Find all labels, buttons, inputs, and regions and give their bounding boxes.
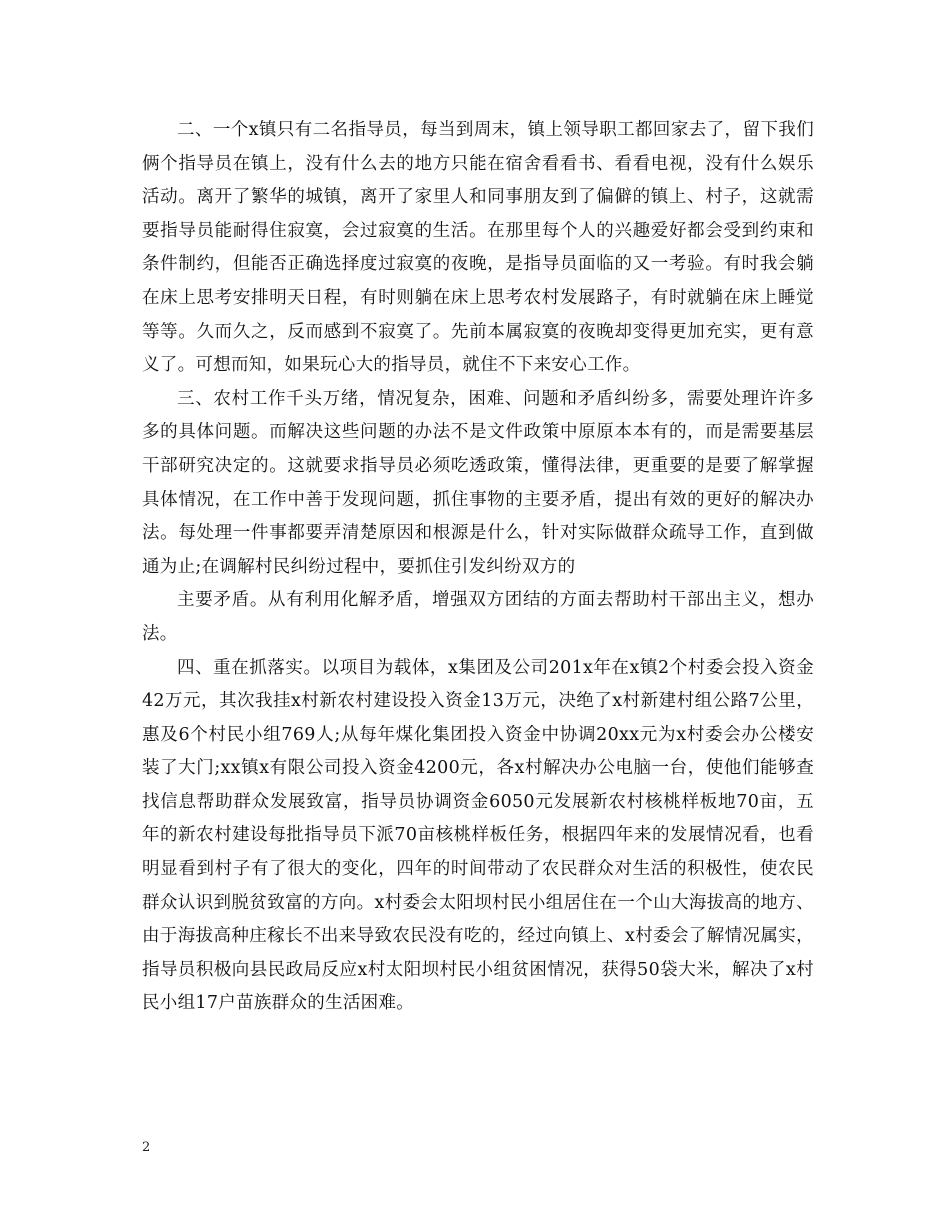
paragraph-section-four: 四、重在抓落实。以项目为载体，x集团及公司201x年在x镇2个村委会投入资金42万元，其次我挂x村新农村建设投入资金13万元，决绝了x村新建村组公路7公里，惠及6个村民小组769人;从每年煤化集团投入资金中协调20xx元为x村委会办公楼安装了大门;xx镇x有限公司投入资金4200元，各x村解决办公电脑一台，使他们能够查找信息帮助群众发展致富，指导员协调资金6050元发展新农村核桃样板地70亩，五年的新农村建设每批指导员下派70亩核桃样板任务，根据四年来的发展情况看，也看明显看到村子有了很大的变化，四年的时间带动了农民群众对生活的积极性，使农民群众认识到脱贫致富的方向。x村委会太阳坝村民小组居住在一个山大海拔高的地方、由于海拔高种庄稼长不出来导致农民没有吃的，经过向镇上、x村委会了解情况属实，指导员积极向县民政局反应x村太阳坝村民小组贫困情况，获得50袋大米，解决了x村民小组17户苗族群众的生活困难。	[142, 657, 814, 1014]
page-number: 2	[142, 1140, 151, 1155]
body-text	[142, 114, 814, 1021]
paragraph-section-three-continued: 主要矛盾。从有利用化解矛盾，增强双方团结的方面去帮助村干部出主义，想办法。	[142, 590, 814, 644]
paragraph-section-three: 三、农村工作千头万绪，情况复杂，困难、问题和矛盾纠纷多，需要处理许许多多的具体问题。而解决这些问题的办法不是文件政策中原原本本有的，而是需要基层干部研究决定的。这就要求指导员必须吃透政策，懂得法律，更重要的是要了解掌握具体情况，在工作中善于发现问题，抓住事物的主要矛盾，提出有效的更好的解决办法。每处理一件事都要弄清楚原因和根源是什么，针对实际做群众疏导工作，直到做通为止;在调解村民纠纷过程中，要抓住引发纠纷双方的	[142, 388, 814, 577]
paragraph-section-two: 二、一个x镇只有二名指导员，每当到周末，镇上领导职工都回家去了，留下我们俩个指导员在镇上，没有什么去的地方只能在宿舍看看书、看看电视，没有什么娱乐活动。离开了繁华的城镇，离开了家里人和同事朋友到了偏僻的镇上、村子，这就需要指导员能耐得住寂寞，会过寂寞的生活。在那里每个人的兴趣爱好都会受到约束和条件制约，但能否正确选择度过寂寞的夜晚，是指导员面临的又一考验。有时我会躺在床上思考安排明天日程，有时则躺在床上思考农村发展路子，有时就躺在床上睡觉等等。久而久之，反而感到不寂寞了。先前本属寂寞的夜晚却变得更加充实，更有意义了。可想而知，如果玩心大的指导员，就住不下来安心工作。	[142, 120, 814, 376]
